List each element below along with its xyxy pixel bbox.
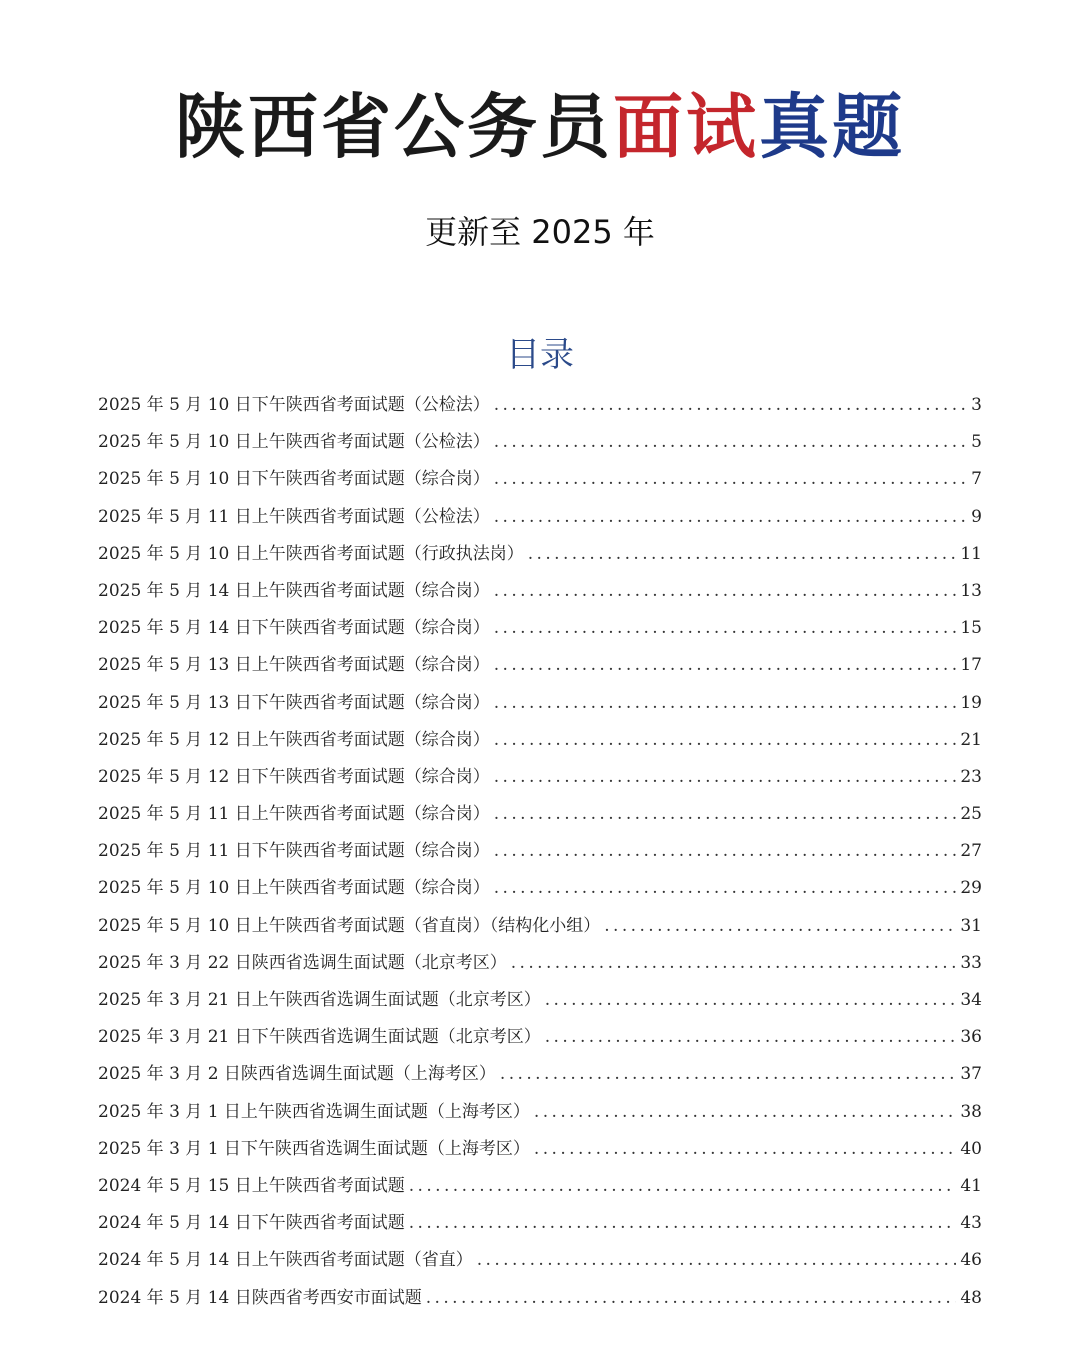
toc-entry-page-number: 21 [960,729,982,750]
toc-dot-leader [494,507,967,527]
toc-entry[interactable] [98,502,982,539]
toc-entry-label: 2025 年 5 月 10 日上午陕西省考面试题（省直岗）（结构化小组） [98,915,601,936]
toc-dot-leader [500,1064,956,1084]
toc-entry-page-number: 27 [960,841,982,862]
toc-dot-leader [494,469,967,489]
toc-entry[interactable] [98,650,982,687]
toc-entry[interactable] [98,725,982,762]
toc-entry-label: 2025 年 3 月 2 日陕西省选调生面试题（上海考区） [98,1064,496,1085]
toc-entry-label: 2024 年 5 月 14 日上午陕西省考面试题（省直） [98,1250,473,1271]
toc-entry-page-number: 40 [960,1138,982,1159]
toc-entry[interactable] [98,1283,982,1320]
toc-entry-page-number: 9 [971,506,982,527]
toc-entry[interactable] [98,390,982,427]
document-subtitle: 更新至 2025 年 [425,213,655,251]
toc-entry-page-number: 43 [960,1213,982,1234]
toc-entry-label: 2024 年 5 月 14 日陕西省考西安市面试题 [98,1287,422,1308]
toc-entry[interactable] [98,911,982,948]
toc-entry-label: 2025 年 5 月 12 日下午陕西省考面试题（综合岗） [98,766,490,787]
toc-entry[interactable] [98,427,982,464]
toc-dot-leader [545,990,957,1010]
toc-dot-leader [528,544,957,564]
toc-dot-leader [494,804,957,824]
toc-entry-page-number: 37 [960,1064,982,1085]
toc-entry[interactable] [98,836,982,873]
toc-entry-page-number: 34 [960,990,982,1010]
toc-entry[interactable] [98,1171,982,1208]
toc-dot-leader [494,841,957,861]
toc-dot-leader [477,1250,957,1270]
toc-dot-leader [426,1288,957,1308]
toc-entry-label: 2025 年 5 月 12 日上午陕西省考面试题（综合岗） [98,729,490,750]
toc-entry-label: 2025 年 5 月 11 日下午陕西省考面试题（综合岗） [98,841,490,862]
toc-entry-page-number: 17 [960,655,982,676]
toc-entry[interactable] [98,985,982,1022]
toc-dot-leader [409,1213,957,1233]
toc-dot-leader [494,693,957,713]
toc-dot-leader [604,916,956,936]
toc-entry-label: 2025 年 5 月 14 日上午陕西省考面试题（综合岗） [98,580,490,601]
toc-entry-label: 2024 年 5 月 15 日上午陕西省考面试题 [98,1175,405,1196]
toc-entry[interactable] [98,688,982,725]
toc-entry-page-number: 31 [960,915,982,936]
document-title [0,82,1080,172]
toc-entry[interactable] [98,576,982,613]
toc-entry-label: 2025 年 5 月 14 日下午陕西省考面试题（综合岗） [98,618,490,639]
toc-entry-page-number: 29 [960,878,982,899]
toc-entry-label: 2025 年 3 月 1 日下午陕西省选调生面试题（上海考区） [98,1138,530,1159]
toc-entry[interactable] [98,1134,982,1171]
toc-entry-label: 2025 年 3 月 21 日下午陕西省选调生面试题（北京考区） [98,1027,541,1048]
toc-entry-page-number: 19 [960,692,982,713]
table-of-contents [98,390,982,1320]
toc-entry-page-number: 23 [960,766,982,787]
toc-entry[interactable] [98,762,982,799]
toc-dot-leader [545,1027,957,1047]
toc-heading: 目录 [506,335,574,375]
title-part-black: 陕西省公务员 [175,86,613,168]
toc-entry-label: 2025 年 5 月 10 日下午陕西省考面试题（综合岗） [98,469,490,490]
toc-entry-page-number: 13 [960,580,982,601]
toc-entry-label: 2025 年 5 月 13 日下午陕西省考面试题（综合岗） [98,692,490,713]
toc-entry-label: 2025 年 5 月 11 日上午陕西省考面试题（公检法） [98,506,490,527]
toc-entry-page-number: 7 [971,469,982,490]
toc-entry-label: 2025 年 3 月 22 日陕西省选调生面试题（北京考区） [98,952,507,973]
title-part-red: 面试 [613,86,759,168]
toc-entry-page-number: 38 [960,1101,982,1122]
title-part-blue: 真题 [759,86,905,168]
toc-entry-page-number: 36 [960,1027,982,1048]
toc-entry-label: 2025 年 3 月 21 日上午陕西省选调生面试题（北京考区） [98,990,541,1010]
toc-entry-page-number: 11 [960,543,982,564]
toc-entry-label: 2025 年 5 月 13 日上午陕西省考面试题（综合岗） [98,655,490,676]
toc-entry-page-number: 15 [960,618,982,639]
toc-entry-page-number: 33 [960,952,982,973]
toc-dot-leader [494,730,957,750]
toc-entry-page-number: 5 [971,432,982,453]
toc-entry-page-number: 46 [960,1250,982,1271]
toc-entry[interactable] [98,1097,982,1134]
toc-entry-page-number: 41 [960,1175,982,1196]
toc-dot-leader [494,581,957,601]
toc-dot-leader [494,767,957,787]
toc-dot-leader [534,1139,956,1159]
toc-entry-page-number: 48 [960,1287,982,1308]
toc-entry[interactable] [98,613,982,650]
toc-entry[interactable] [98,1022,982,1059]
toc-dot-leader [534,1102,956,1122]
toc-entry[interactable] [98,1245,982,1282]
toc-entry-page-number: 25 [960,804,982,825]
toc-entry[interactable] [98,948,982,985]
toc-entry[interactable] [98,1208,982,1245]
toc-entry[interactable] [98,464,982,501]
toc-dot-leader [409,1176,957,1196]
toc-entry[interactable] [98,873,982,910]
toc-entry-label: 2025 年 5 月 10 日上午陕西省考面试题（公检法） [98,432,490,453]
toc-entry-label: 2025 年 3 月 1 日上午陕西省选调生面试题（上海考区） [98,1101,530,1122]
toc-dot-leader [494,878,957,898]
toc-dot-leader [494,618,957,638]
toc-entry[interactable] [98,539,982,576]
toc-entry[interactable] [98,1059,982,1096]
toc-entry-page-number: 3 [971,395,982,415]
toc-entry-label: 2024 年 5 月 14 日下午陕西省考面试题 [98,1213,405,1234]
toc-dot-leader [494,395,967,415]
toc-dot-leader [494,655,957,675]
toc-dot-leader [511,953,957,973]
toc-dot-leader [494,432,967,452]
toc-entry-label: 2025 年 5 月 10 日上午陕西省考面试题（综合岗） [98,878,490,899]
toc-entry-label: 2025 年 5 月 11 日上午陕西省考面试题（综合岗） [98,804,490,825]
toc-entry-label: 2025 年 5 月 10 日下午陕西省考面试题（公检法） [98,395,490,415]
toc-entry[interactable] [98,799,982,836]
toc-entry-label: 2025 年 5 月 10 日上午陕西省考面试题（行政执法岗） [98,543,524,564]
